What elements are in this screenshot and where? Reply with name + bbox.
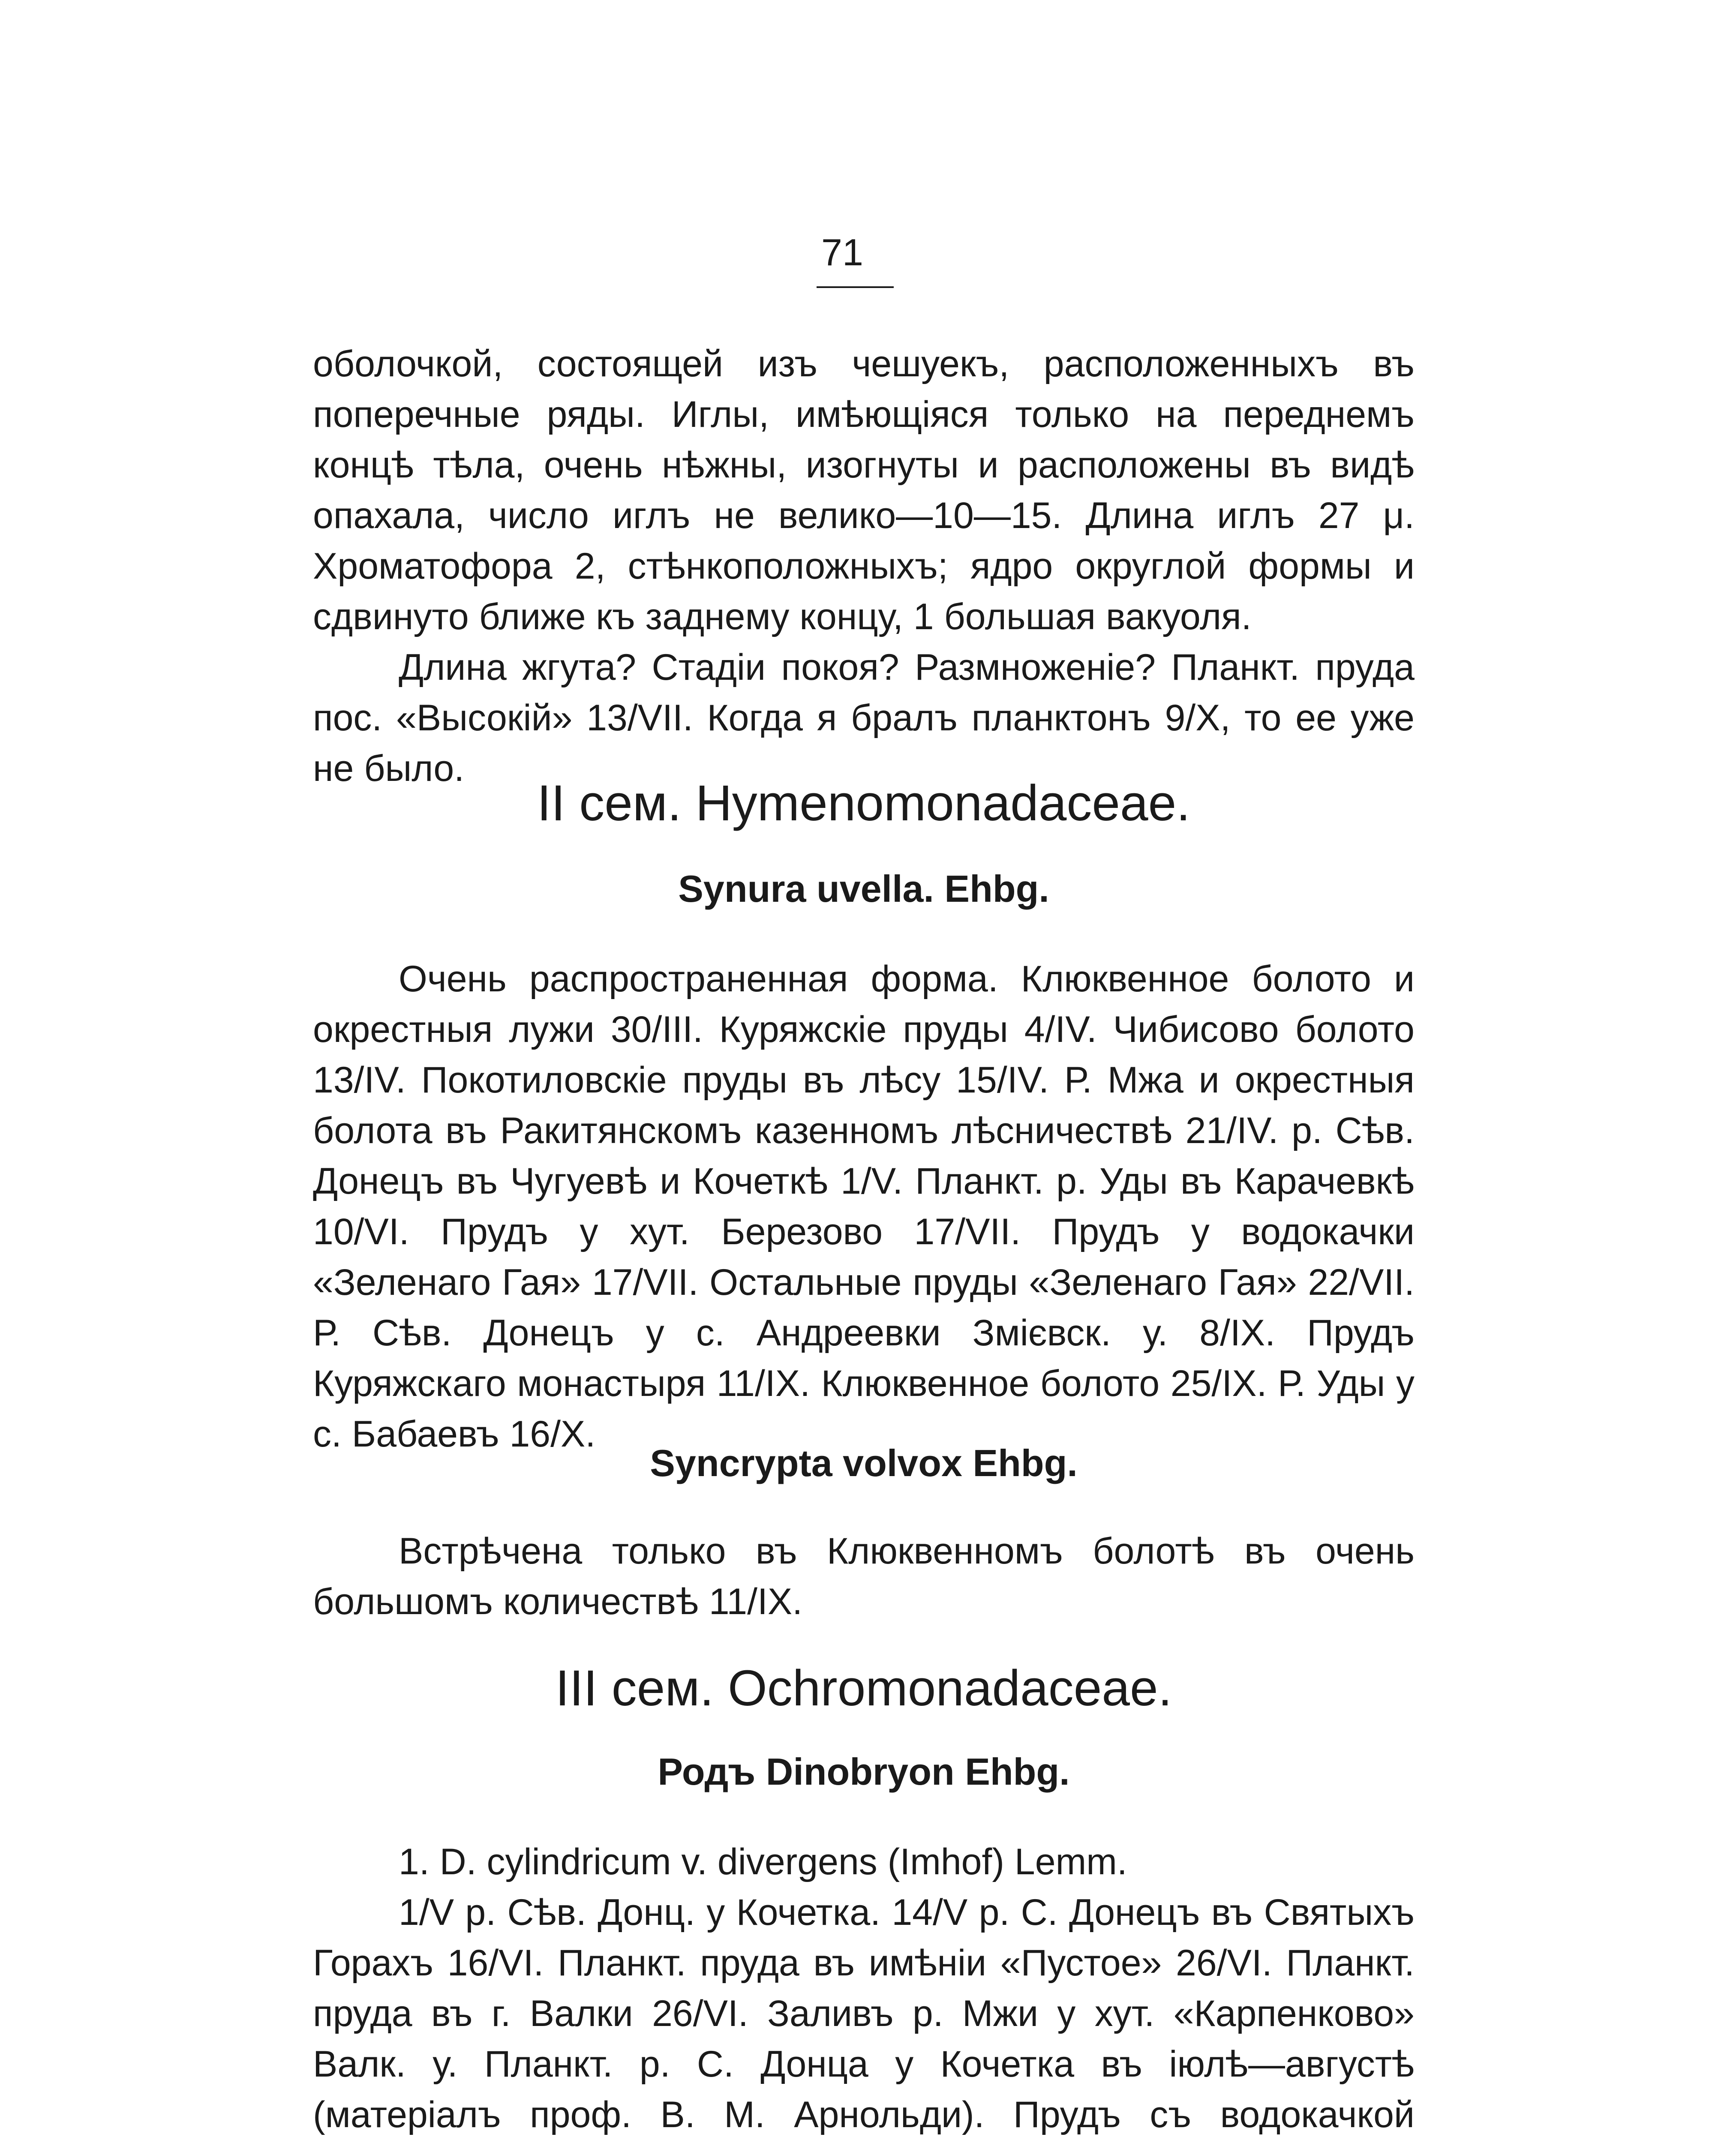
syncrypta-volvox-text xyxy=(313,1526,1415,1627)
page-number: 71 xyxy=(821,231,863,273)
synura-uvella-text xyxy=(313,954,1415,1459)
species-heading-synura-uvella: Synura uvella. Ehbg. xyxy=(678,867,1049,910)
dinobryon-species-title: 1. D. cylindricum v. divergens (Imhof) Lemm. xyxy=(399,1841,1127,1882)
page-number-rule xyxy=(817,286,894,288)
species-heading-syncrypta-volvox: Syncrypta volvox Ehbg. xyxy=(650,1442,1078,1484)
genus-heading-dinobryon: Родъ Dinobryon Ehbg. xyxy=(658,1750,1070,1793)
family-heading-ochromonadaceae: III сем. Ochromonadaceae. xyxy=(555,1660,1172,1717)
dinobryon-paragraph: 1/V р. Сѣв. Донц. у Кочетка. 14/V р. С. Донецъ въ Святыхъ Горахъ 16/VI. Планкт. пруда въ имѣніи «Пустое» 26/VI. Планкт. пруда въ г. Валки 26/VI. Заливъ р. Мжи у хут. «Карпенково» Валк. у. Планкт. р. С. Донца у Кочетка въ іюлѣ—августѣ (матеріалъ проф. В. М. Арнольди). Прудъ съ водокачкой xyxy=(313,1892,1415,2135)
family-heading-hymenomonadaceae: II сем. Hymenomonadaceae. xyxy=(537,775,1191,831)
intro-paragraph-1: оболочкой, состоящей изъ чешуекъ, расположенныхъ въ поперечные ряды. Иглы, имѣющіяся только на переднемъ концѣ тѣла, очень нѣжны, изогнуты и расположены въ видѣ опахала, число иглъ не велико—10—15. Длина иглъ 27 μ. Хроматофора 2, стѣнкоположныхъ; ядро округлой формы и сдвинуто ближе къ заднему концу, 1 большая вакуоля. xyxy=(313,343,1415,637)
synura-uvella-paragraph: Очень распространенная форма. Клюквенное болото и окрестныя лужи 30/III. Куряжскіе пруды 4/IV. Чибисово болото 13/IV. Покотиловскіе пруды въ лѣсу 15/IV. Р. Мжа и окрестныя болота въ Ракитянскомъ казенномъ лѣсничествѣ 21/IV. р. Сѣв. Донецъ въ Чугуевѣ и Кочеткѣ 1/V. Планкт. р. Уды въ Карачевкѣ 10/VI. Прудъ у хут. Березово 17/VII. Прудъ у водокачки «Зеленаго Гая» 17/VII. Остальные пруды «Зеленаго Гая» 22/VII. Р. Сѣв. Донецъ у с. Андреевки Змієвск. у. 8/IX. Прудъ Куряжскаго монастыря 11/IX. Клюквенное болото 25/IX. Р. Уды у с. Бабаевъ 16/X. xyxy=(313,958,1415,1455)
intro-text xyxy=(313,339,1415,794)
syncrypta-volvox-paragraph: Встрѣчена только въ Клюквенномъ болотѣ въ очень большомъ количествѣ 11/IX. xyxy=(313,1531,1415,1622)
dinobryon-text xyxy=(313,1837,1415,2143)
intro-paragraph-2: Длина жгута? Стадіи покоя? Размноженіе? Планкт. пруда пос. «Высокій» 13/VII. Когда я бралъ планктонъ 9/X, то ее уже не было. xyxy=(313,647,1415,789)
